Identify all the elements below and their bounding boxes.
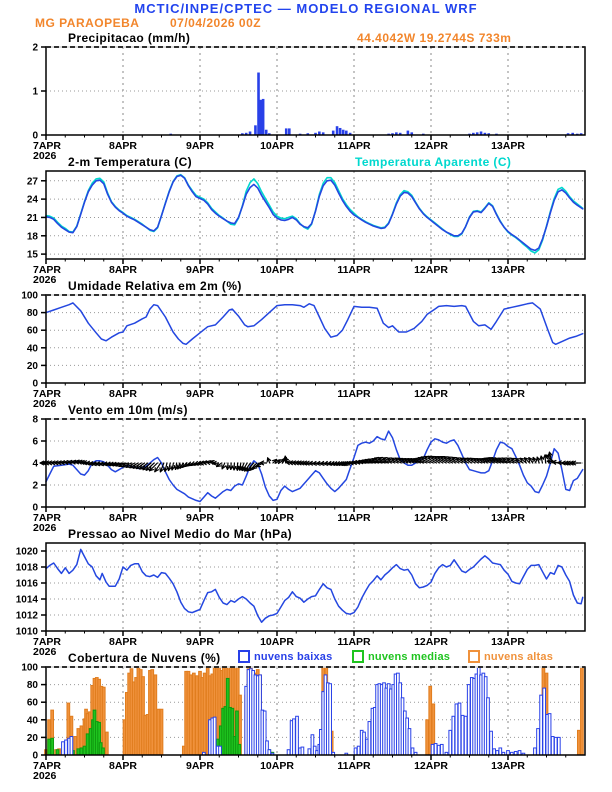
svg-text:12APR: 12APR [414,760,448,772]
svg-text:1018: 1018 [15,562,38,574]
svg-text:2026: 2026 [33,522,57,534]
chart-clouds [0,661,612,781]
legend-label-mid-clouds: nuvens medias [368,650,451,663]
station-name: MG PARAOPEBA [35,16,140,30]
svg-text:2: 2 [32,42,38,54]
legend-label-low-clouds: nuvens baixas [254,650,333,663]
line-2-m-Temperatura-(C) [46,175,583,250]
svg-text:1016: 1016 [15,578,38,590]
svg-text:2: 2 [32,480,38,492]
chart-pressure [0,537,612,657]
svg-text:21: 21 [26,212,38,224]
svg-text:13APR: 13APR [491,264,525,276]
panel-title-humidity: Umidade Relativa em 2m (%) [68,279,242,293]
svg-text:15: 15 [26,249,38,261]
pressure-plot [16,543,585,658]
panel-title-precipitation: Precipitacao (mm/h) [68,31,191,45]
panel-title-clouds: Cobertura de Nuvens (%) [68,651,221,665]
svg-text:1012: 1012 [15,610,38,622]
svg-text:11APR: 11APR [337,760,371,772]
svg-text:100: 100 [21,290,38,302]
svg-text:0: 0 [32,130,38,142]
svg-text:40: 40 [26,715,38,727]
svg-text:6: 6 [32,436,38,448]
svg-text:10APR: 10APR [260,388,294,400]
chart-humidity [0,289,612,409]
svg-text:0: 0 [32,750,38,762]
svg-text:10APR: 10APR [260,760,294,772]
precipitation-bars [169,73,582,135]
svg-text:2026: 2026 [33,150,57,162]
svg-text:8APR: 8APR [108,636,138,648]
station-coordinates: 44.4042W 19.2744S 733m [357,31,512,45]
svg-text:9APR: 9APR [185,388,215,400]
svg-text:20: 20 [26,360,38,372]
svg-text:7APR: 7APR [33,636,62,648]
svg-text:1: 1 [32,86,38,98]
svg-text:11APR: 11APR [337,388,371,400]
svg-text:7APR: 7APR [33,388,62,400]
svg-text:4: 4 [32,458,38,470]
svg-text:12APR: 12APR [414,636,448,648]
svg-text:13APR: 13APR [491,140,525,152]
svg-text:13APR: 13APR [491,636,525,648]
svg-text:7APR: 7APR [33,512,62,524]
svg-text:8APR: 8APR [108,264,138,276]
svg-text:27: 27 [26,176,38,188]
svg-text:60: 60 [26,697,38,709]
svg-text:1010: 1010 [15,626,38,638]
svg-text:80: 80 [26,308,38,320]
panel-title-apparent-temperature: Temperatura Aparente (C) [355,155,512,169]
model-title: MCTIC/INPE/CPTEC — MODELO REGIONAL WRF [134,1,478,16]
svg-text:10APR: 10APR [260,264,294,276]
svg-text:2026: 2026 [33,770,57,782]
wind-plot [32,415,585,535]
humidity-plot [21,291,585,411]
svg-text:18: 18 [26,231,38,243]
svg-text:60: 60 [26,325,38,337]
svg-text:100: 100 [21,662,38,674]
svg-text:1014: 1014 [15,594,38,606]
svg-text:2026: 2026 [33,398,57,410]
svg-text:11APR: 11APR [337,636,371,648]
chart-wind [0,413,612,533]
svg-text:80: 80 [26,680,38,692]
svg-text:9APR: 9APR [185,512,215,524]
panel-title-pressure: Pressao ao Nivel Medio do Mar (hPa) [68,527,293,541]
svg-text:10APR: 10APR [260,140,294,152]
svg-text:40: 40 [26,343,38,355]
svg-text:1020: 1020 [15,546,38,558]
svg-text:7APR: 7APR [33,264,62,276]
svg-text:9APR: 9APR [185,760,215,772]
svg-text:0: 0 [32,378,38,390]
svg-text:8APR: 8APR [108,512,138,524]
svg-text:9APR: 9APR [185,636,215,648]
run-datetime: 07/04/2026 00Z [170,16,262,30]
svg-text:24: 24 [26,194,38,206]
svg-text:11APR: 11APR [337,264,371,276]
line-Pressao-ao-Nivel-Medio-do-Mar-(hPa) [46,549,583,622]
svg-text:20: 20 [26,732,38,744]
svg-text:2026: 2026 [33,274,57,286]
legend-label-high-clouds: nuvens altas [484,650,554,663]
svg-text:8APR: 8APR [108,140,138,152]
svg-text:13APR: 13APR [491,388,525,400]
svg-text:12APR: 12APR [414,388,448,400]
svg-text:9APR: 9APR [185,140,215,152]
svg-text:7APR: 7APR [33,760,62,772]
panel-title-wind: Vento em 10m (m/s) [68,403,188,417]
chart-temperature [0,165,612,285]
svg-text:11APR: 11APR [337,512,371,524]
svg-text:10APR: 10APR [260,636,294,648]
precipitation-plot [32,43,585,163]
svg-text:12APR: 12APR [414,140,448,152]
svg-text:9APR: 9APR [185,264,215,276]
svg-text:13APR: 13APR [491,760,525,772]
line-Umidade-Relativa-em-2m-(%) [46,303,583,344]
svg-text:10APR: 10APR [260,512,294,524]
panel-title-temperature: 2-m Temperatura (C) [68,155,193,169]
clouds-plot [21,663,585,783]
svg-text:8APR: 8APR [108,760,138,772]
chart-precipitation [0,41,612,161]
svg-text:7APR: 7APR [33,140,62,152]
svg-text:0: 0 [32,502,38,514]
svg-text:12APR: 12APR [414,264,448,276]
svg-text:8: 8 [32,414,38,426]
svg-text:13APR: 13APR [491,512,525,524]
svg-text:2026: 2026 [33,646,57,658]
svg-text:8APR: 8APR [108,388,138,400]
svg-text:11APR: 11APR [337,140,371,152]
svg-text:12APR: 12APR [414,512,448,524]
temperature-plot [27,171,585,286]
